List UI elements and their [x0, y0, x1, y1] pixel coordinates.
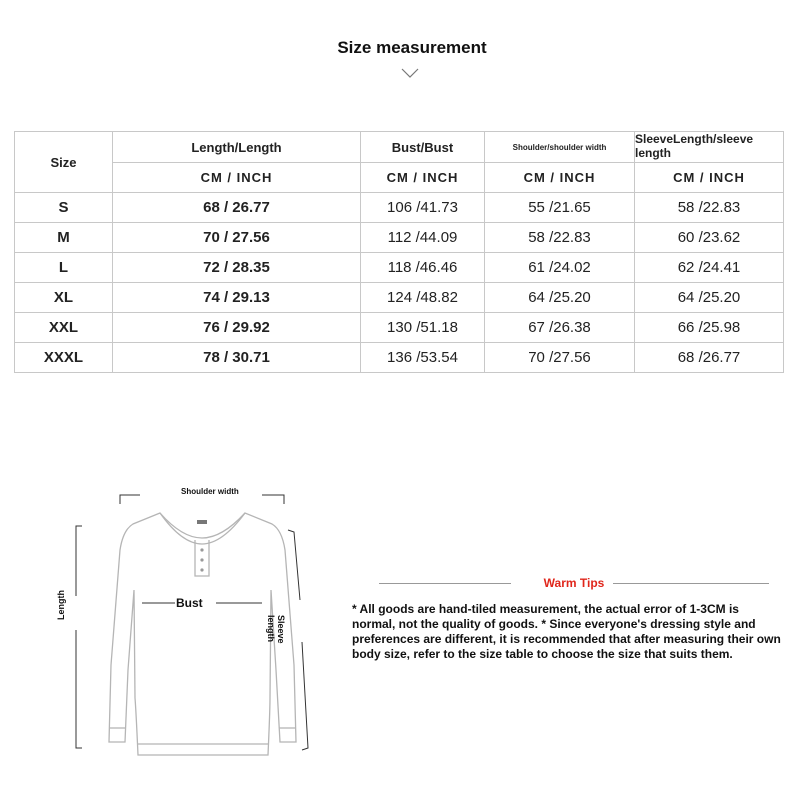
- table-cell: 112 /44.09: [361, 223, 485, 253]
- size-cell: M: [15, 223, 113, 253]
- table-row: [15, 343, 784, 373]
- unit-header: CM / INCH: [113, 163, 361, 193]
- column-header: Length/Length: [113, 132, 361, 163]
- table-cell: 68 /26.77: [635, 343, 784, 373]
- size-cell: XXXL: [15, 343, 113, 373]
- table-row: [15, 223, 784, 253]
- table-cell: 62 /24.41: [635, 253, 784, 283]
- table-cell: 76 / 29.92: [113, 313, 361, 343]
- table-cell: 70 / 27.56: [113, 223, 361, 253]
- table-row: [15, 283, 784, 313]
- table-cell: 67 /26.38: [485, 313, 635, 343]
- warm-tips-title: Warm Tips: [543, 576, 605, 590]
- size-cell: XXL: [15, 313, 113, 343]
- size-cell: L: [15, 253, 113, 283]
- table-cell: 118 /46.46: [361, 253, 485, 283]
- unit-header: CM / INCH: [361, 163, 485, 193]
- table-cell: 58 /22.83: [635, 193, 784, 223]
- table-cell: 124 /48.82: [361, 283, 485, 313]
- size-cell: S: [15, 193, 113, 223]
- table-cell: 72 / 28.35: [113, 253, 361, 283]
- unit-header: CM / INCH: [635, 163, 784, 193]
- warm-tips-header: [379, 576, 769, 592]
- sleeve-label-line-2: length: [266, 615, 276, 642]
- table-row: [15, 253, 784, 283]
- column-header: SleeveLength/sleeve length: [635, 132, 784, 163]
- column-header: Shoulder/shoulder width: [485, 132, 635, 163]
- table-cell: 66 /25.98: [635, 313, 784, 343]
- table-cell: 74 / 29.13: [113, 283, 361, 313]
- column-header: Bust/Bust: [361, 132, 485, 163]
- size-header: Size: [15, 132, 113, 193]
- length-label: Length: [56, 590, 66, 620]
- table-cell: 78 / 30.71: [113, 343, 361, 373]
- table-cell: 60 /23.62: [635, 223, 784, 253]
- unit-header: CM / INCH: [485, 163, 635, 193]
- sleeve-length-label: [266, 615, 286, 655]
- table-cell: 136 /53.54: [361, 343, 485, 373]
- table-cell: 64 /25.20: [635, 283, 784, 313]
- table-cell: 106 /41.73: [361, 193, 485, 223]
- table-cell: 58 /22.83: [485, 223, 635, 253]
- table-cell: 61 /24.02: [485, 253, 635, 283]
- table-cell: 64 /25.20: [485, 283, 635, 313]
- size-cell: XL: [15, 283, 113, 313]
- table-cell: 130 /51.18: [361, 313, 485, 343]
- table-row: [15, 193, 784, 223]
- shoulder-width-label: Shoulder width: [181, 487, 239, 496]
- size-table: [14, 131, 784, 373]
- table-cell: 55 /21.65: [485, 193, 635, 223]
- table-row: [15, 313, 784, 343]
- warm-tips-text: * All goods are hand-tiled measurement, the actual error of 1-3CM is normal, not the quality of goods. * Since everyone's dressing style and preferences are different, it is recommended that after measuring their own body size, refer to the size table to choose the size that suits them.: [352, 602, 781, 661]
- table-cell: 68 / 26.77: [113, 193, 361, 223]
- bust-label: Bust: [176, 596, 203, 610]
- table-cell: 70 /27.56: [485, 343, 635, 373]
- chevron-down-icon: [401, 68, 419, 80]
- page-title: Size measurement: [337, 38, 487, 57]
- sleeve-label-line-1: Sleeve: [276, 615, 286, 644]
